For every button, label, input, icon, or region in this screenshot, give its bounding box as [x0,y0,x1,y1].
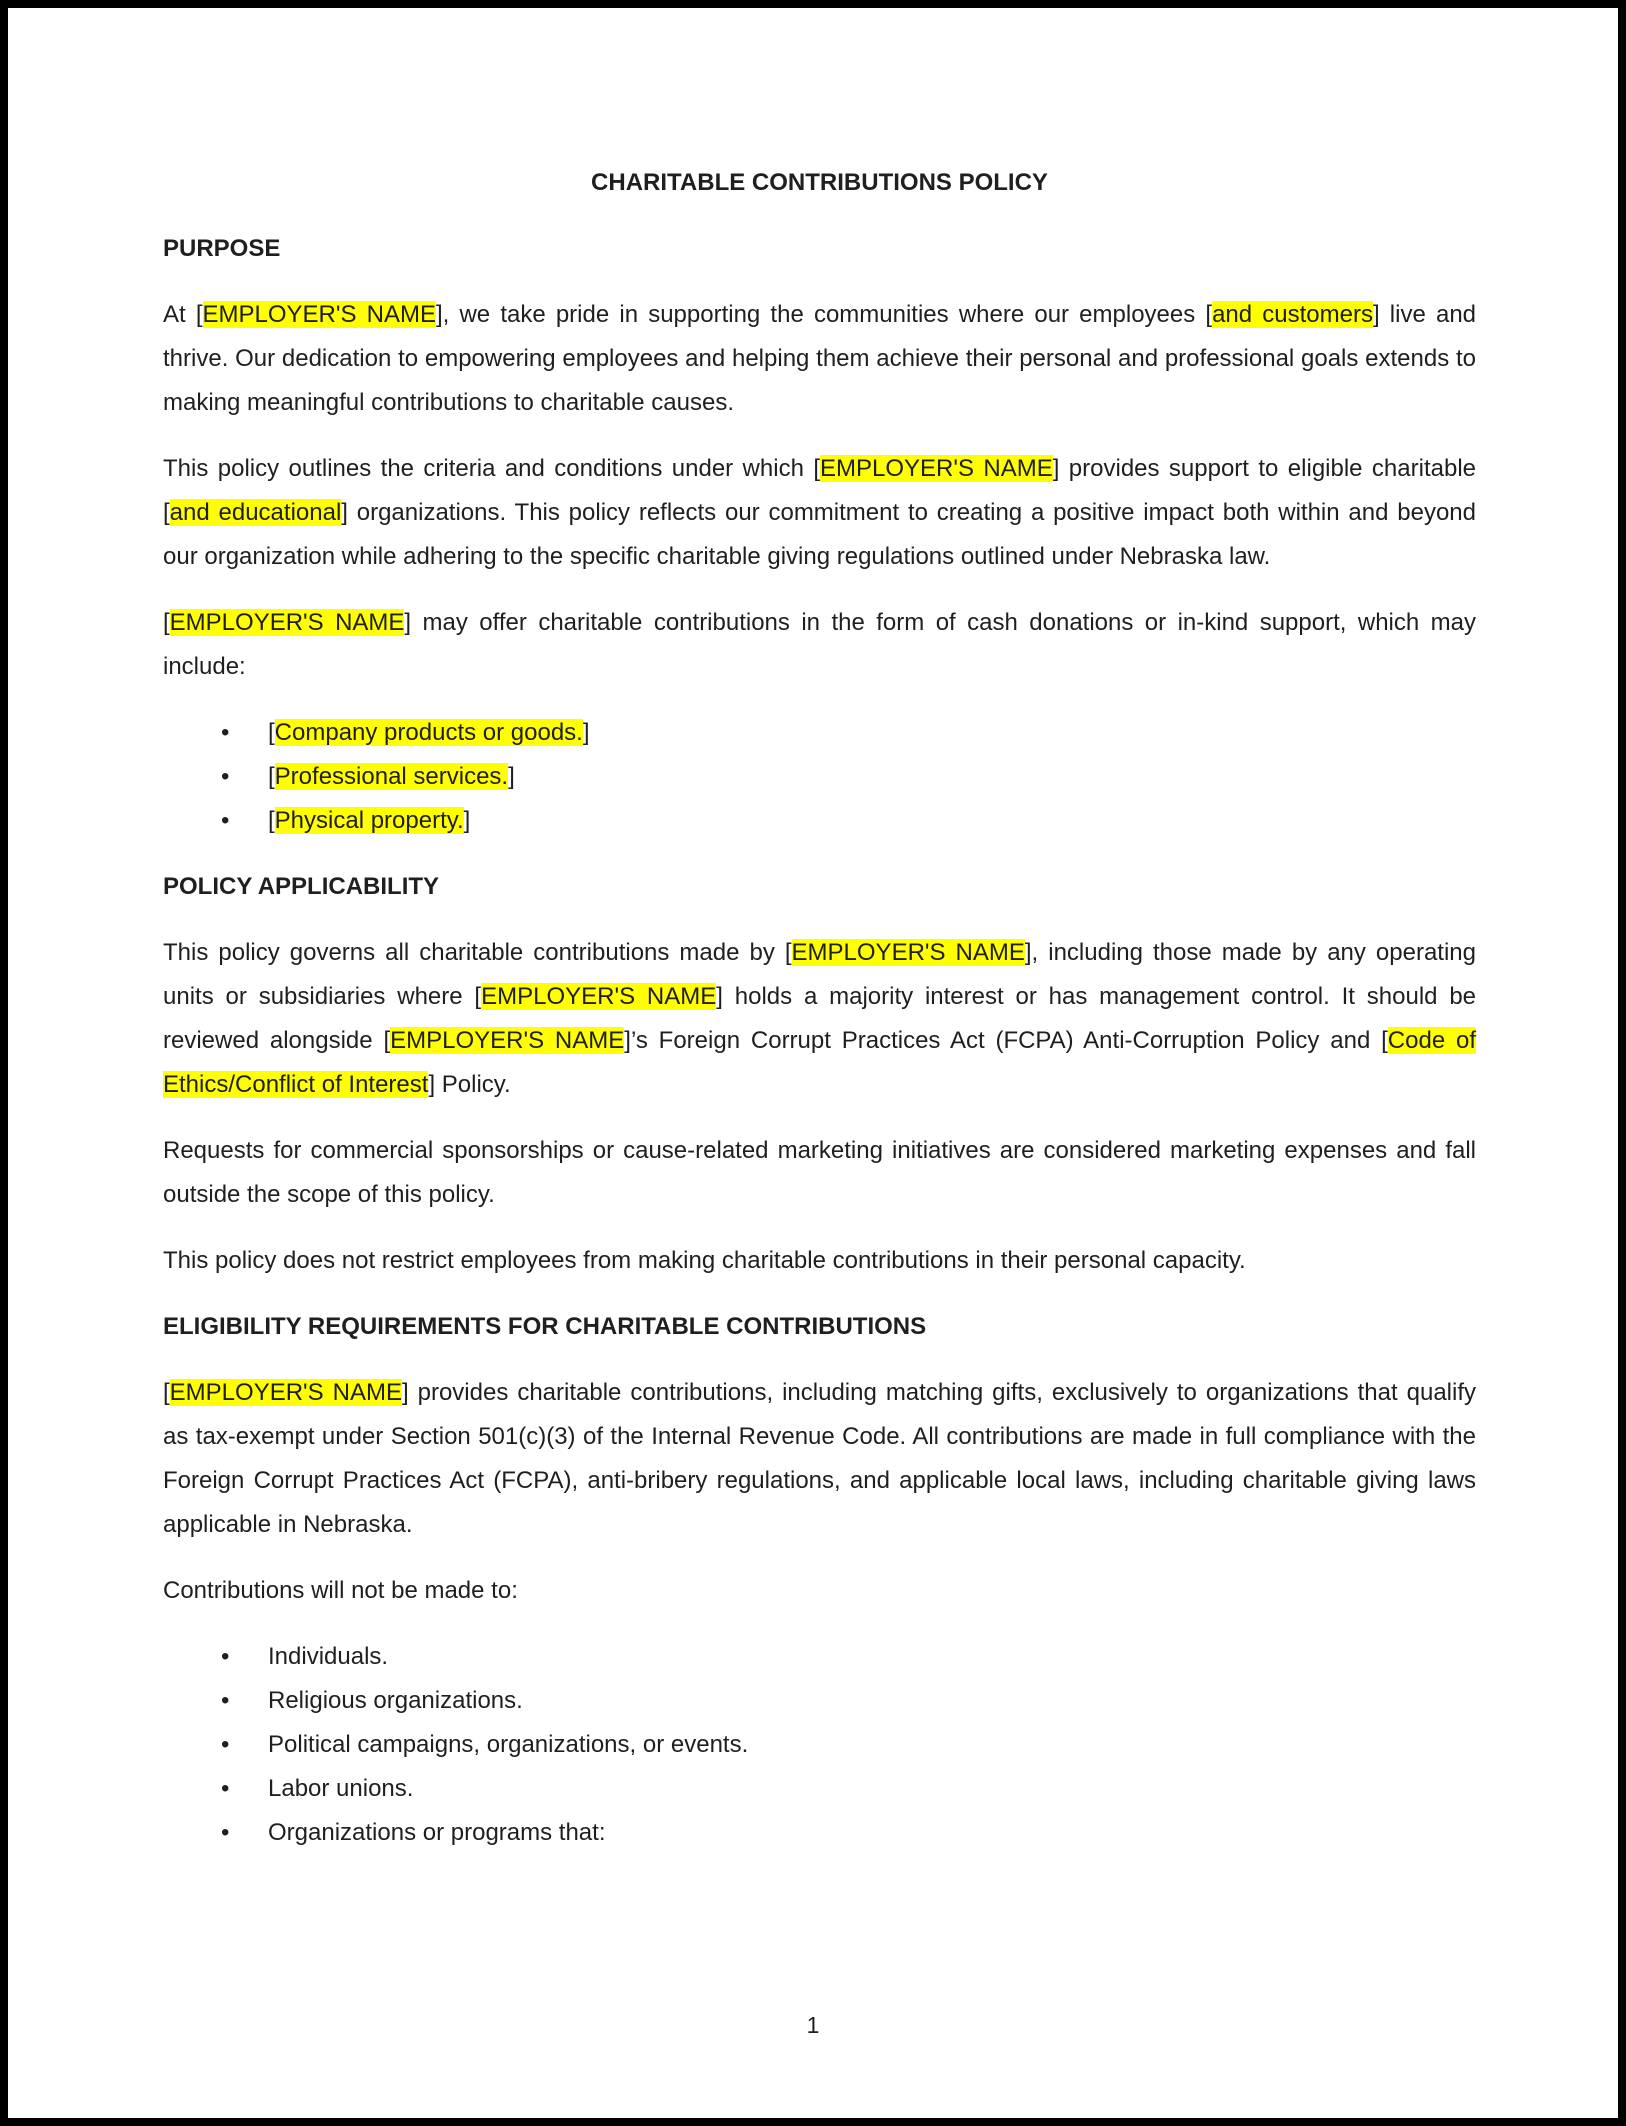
highlighted-text: and customers [1212,301,1373,328]
section-heading: ELIGIBILITY REQUIREMENTS FOR CHARITABLE CONTRIBUTIONS [163,1313,927,1340]
section-heading: PURPOSE [163,235,281,262]
body-text: ] provides support to eligible charitable [ [163,455,1476,526]
body-text: ]’s Foreign Corrupt Practices Act (FCPA) Anti-Corruption Policy and [ [624,1027,1388,1054]
list-item [163,711,1476,755]
bullet-list [163,1635,1476,1855]
body-text: ] organizations. This policy reflects our commitment to creating a positive impact both within and beyond our organization while adhering to the specific charitable giving regulations outlined under Nebraska law. [163,499,1476,570]
body-text: Organizations or programs that: [268,1819,606,1846]
body-text: ] may offer charitable contributions in the form of cash donations or in-kind support, which may include: [163,609,1477,680]
highlighted-text: EMPLOYER'S NAME [481,983,717,1010]
body-text: ] holds a majority interest or has management control. It should be reviewed alongside [ [163,983,1477,1054]
paragraph [163,1239,1476,1283]
document-content [8,8,1618,1855]
body-text: [ [268,763,275,790]
body-text: Religious organizations. [268,1687,523,1714]
body-text: ], we take pride in supporting the communities where our employees [ [435,301,1213,328]
body-text: ] [508,763,515,790]
document-body [163,227,1476,1855]
body-text: [ [268,807,275,834]
body-text: ] Policy. [428,1071,511,1098]
paragraph [163,601,1476,689]
highlighted-text: EMPLOYER'S NAME [820,455,1053,482]
body-text: Contributions will not be made to: [163,1577,518,1604]
body-text: Labor unions. [268,1775,414,1802]
paragraph [163,293,1476,425]
highlighted-text: Physical property. [274,807,464,834]
section-heading: POLICY APPLICABILITY [163,873,440,900]
body-text: Requests for commercial sponsorships or cause-related marketing initiatives are considered marketing expenses and fall outside the scope of this policy. [163,1137,1476,1208]
paragraph [163,1371,1476,1547]
body-text: ] live and thrive. Our dedication to empowering employees and helping them achieve their personal and professional goals extends to making meaningful contributions to charitable causes. [163,301,1477,416]
highlighted-text: Code of Ethics/Conflict of Interest [163,1027,1477,1098]
paragraph [163,931,1476,1107]
body-text: This policy does not restrict employees from making charitable contributions in their personal capacity. [163,1247,1246,1274]
list-item [163,1635,1476,1679]
highlighted-text: EMPLOYER'S NAME [169,1379,402,1406]
body-text: Political campaigns, organizations, or events. [268,1731,749,1758]
body-text: [ [163,1379,170,1406]
page-number: 1 [806,2012,820,2038]
body-text: ] [463,807,471,834]
paragraph [163,1569,1476,1613]
body-text: ] [582,719,590,746]
paragraph [163,1129,1476,1217]
list-item [163,1723,1476,1767]
body-text: [ [268,719,275,746]
highlighted-text: EMPLOYER'S NAME [202,301,436,328]
highlighted-text: EMPLOYER'S NAME [791,939,1025,966]
list-item [163,1811,1476,1855]
highlighted-text: Professional services. [274,763,509,790]
highlighted-text: EMPLOYER'S NAME [169,609,405,636]
document-title: CHARITABLE CONTRIBUTIONS POLICY [591,169,1048,196]
body-text: This policy outlines the criteria and conditions under which [ [163,455,820,482]
highlighted-text: EMPLOYER'S NAME [390,1027,625,1054]
list-item [163,1679,1476,1723]
highlighted-text: and educational [169,499,342,526]
body-text: At [ [163,301,203,328]
body-text: This policy governs all charitable contributions made by [ [163,939,792,966]
body-text: Individuals. [268,1643,389,1670]
list-item [163,799,1476,843]
highlighted-text: Company products or goods. [274,719,583,746]
body-text: ], including those made by any operating units or subsidiaries where [ [163,939,1476,1010]
paragraph [163,447,1476,579]
body-text: [ [163,609,170,636]
bullet-list [163,711,1476,843]
body-text: ] provides charitable contributions, including matching gifts, exclusively to organizations that qualify as tax-exempt under Section 501(c)(3) of the Internal Revenue Code. All contributions are made in full compliance with the Foreign Corrupt Practices Act (FCPA), anti-bribery regulations, and applicable local laws, including charitable giving laws applicable in Nebraska. [163,1379,1477,1538]
list-item [163,755,1476,799]
list-item [163,1767,1476,1811]
